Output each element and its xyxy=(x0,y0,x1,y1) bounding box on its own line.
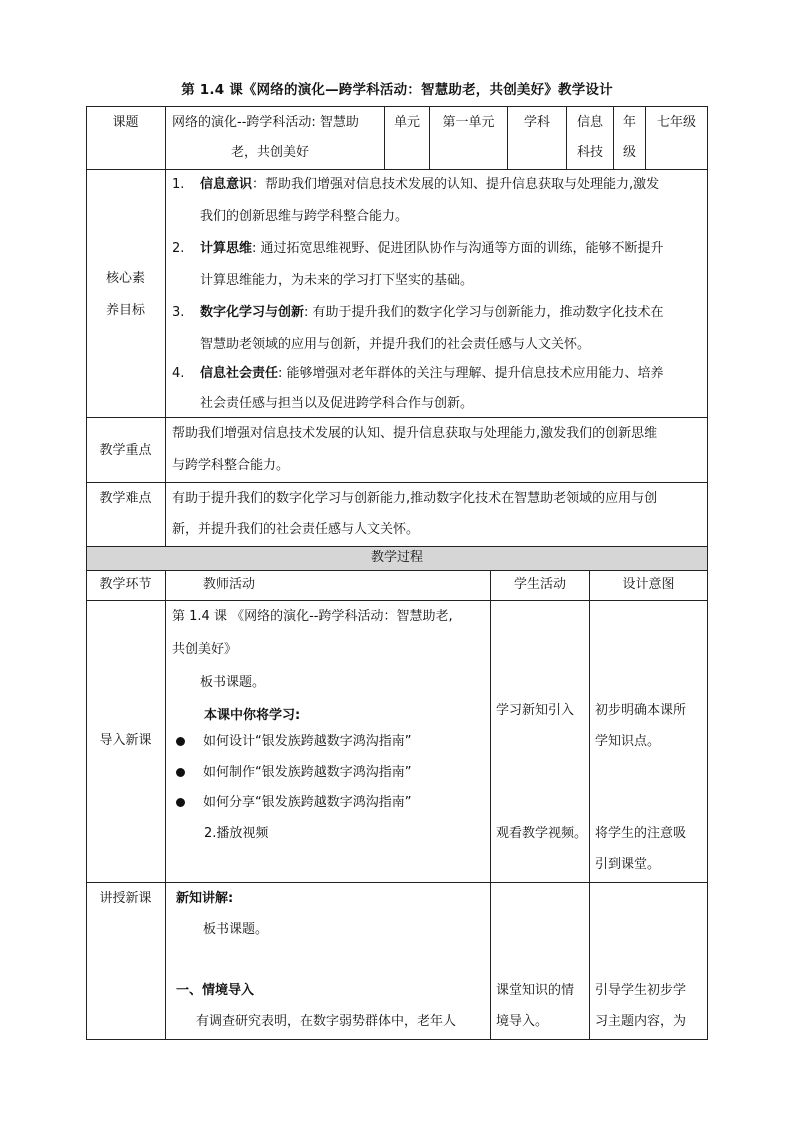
table-rule xyxy=(165,570,166,1040)
table-rule xyxy=(86,482,708,483)
difficulty-label: 教学难点 xyxy=(99,491,152,506)
new-teacher-line: 板书课题。 xyxy=(203,922,269,937)
table-rule xyxy=(86,882,708,883)
table-rule xyxy=(589,570,590,1040)
competency-item xyxy=(172,298,706,328)
new-intent-1: 引导学生初步学 xyxy=(595,983,687,998)
lesson-plan-table xyxy=(86,106,708,1040)
stage-new-lesson: 讲授新课 xyxy=(99,891,152,906)
competency-item xyxy=(172,170,706,200)
topic-value-line2: 老，共创美好 xyxy=(231,145,310,160)
subject-value-line1: 信息 xyxy=(576,115,603,130)
table-rule xyxy=(86,600,708,601)
bullet-icon xyxy=(176,737,185,746)
intro-bullet: 如何设计“银发族跨越数字鸿沟指南” xyxy=(203,734,412,749)
topic-label: 课题 xyxy=(112,115,139,130)
table-rule xyxy=(86,106,708,107)
table-rule xyxy=(490,570,491,1040)
table-rule xyxy=(165,169,166,547)
topic-value-line1: 网络的演化--跨学科活动: 智慧助 xyxy=(172,115,359,130)
intro-bullet: 如何制作“银发族跨越数字鸿沟指南” xyxy=(203,765,412,780)
intro-teacher-line: 第 1.4 课 《网络的演化--跨学科活动：智慧助老, xyxy=(172,609,453,624)
new-student-1: 课堂知识的情 xyxy=(496,983,575,998)
competency-label-line1: 核心素 xyxy=(105,271,145,286)
intro-bullet: 如何分享“银发族跨越数字鸿沟指南” xyxy=(203,795,412,810)
subject-value-line2: 科技 xyxy=(576,145,603,160)
competency-item xyxy=(172,234,706,264)
item-number: 2. xyxy=(172,241,185,256)
table-rule xyxy=(707,106,708,1040)
item-number: 4. xyxy=(172,366,185,381)
intro-teacher-line: 2.播放视频 xyxy=(204,826,269,841)
item-text: : 有助于提升我们的数字化学习与创新能力，推动数字化技术在 xyxy=(304,305,664,320)
grade-label-line1: 年 xyxy=(622,115,636,130)
unit-value: 第一单元 xyxy=(442,115,495,130)
item-number: 1. xyxy=(172,177,185,192)
competency-item-continued: 社会责任感与担当以及促进跨学科合作与创新。 xyxy=(200,396,474,411)
new-intent-1: 习主题内容，为 xyxy=(595,1014,687,1029)
intro-intent-2: 引到课堂。 xyxy=(595,857,661,872)
table-rule xyxy=(86,1039,708,1040)
competency-label-line2: 养目标 xyxy=(105,303,145,318)
grade-label-line2: 级 xyxy=(622,145,636,160)
new-teacher-line: 有调查研究表明，在数字弱势群体中，老年人 xyxy=(196,1014,457,1029)
stage-intro: 导入新课 xyxy=(99,733,152,748)
intro-student-1: 学习新知引入 xyxy=(496,703,575,718)
difficulty-line2: 新，并提升我们的社会责任感与人文关怀。 xyxy=(172,522,420,537)
new-teacher-line: 一、情境导入 xyxy=(176,983,255,998)
intro-intent-1: 初步明确本课所 xyxy=(595,703,687,718)
new-student-1: 境导入。 xyxy=(496,1014,549,1029)
item-title: 计算思维 xyxy=(200,241,253,256)
column-header-stage: 教学环节 xyxy=(99,577,152,592)
bullet-icon xyxy=(176,768,185,777)
competency-item-continued: 计算思维能力，为未来的学习打下坚实的基础。 xyxy=(200,273,474,288)
competency-item xyxy=(172,359,706,389)
item-title: 数字化学习与创新 xyxy=(200,305,305,320)
document-title: 第 1.4 课《网络的演化—跨学科活动：智慧助老，共创美好》教学设计 xyxy=(181,82,613,98)
item-text: : 能够增强对老年群体的关注与理解、提升信息技术应用能力、培养 xyxy=(278,366,664,381)
grade-value: 七年级 xyxy=(656,115,696,130)
intro-teacher-line: 本课中你将学习: xyxy=(204,708,301,723)
column-header-student: 学生活动 xyxy=(513,577,566,592)
intro-teacher-line: 共创美好》 xyxy=(172,642,238,657)
intro-intent-1: 学知识点。 xyxy=(595,734,661,749)
key-point-label: 教学重点 xyxy=(99,443,152,458)
new-teacher-line: 新知讲解: xyxy=(176,891,234,906)
item-title: 信息意识 xyxy=(200,177,253,192)
competency-item-continued: 我们的创新思维与跨学科整合能力。 xyxy=(200,209,409,224)
item-number: 3. xyxy=(172,305,185,320)
intro-teacher-line: 板书课题。 xyxy=(200,675,266,690)
intro-student-2: 观看教学视频。 xyxy=(496,826,588,841)
column-header-intent: 设计意图 xyxy=(622,577,675,592)
item-title: 信息社会责任 xyxy=(200,366,279,381)
column-header-teacher: 教师活动 xyxy=(203,577,256,592)
key-point-line1: 帮助我们增强对信息技术发展的认知、提升信息获取与处理能力,激发我们的创新思维 xyxy=(172,426,658,441)
item-text: : 通过拓宽思维视野、促进团队协作与沟通等方面的训练，能够不断提升 xyxy=(252,241,664,256)
unit-label: 单元 xyxy=(393,115,420,130)
bullet-icon xyxy=(176,798,185,807)
difficulty-line1: 有助于提升我们的数字化学习与创新能力,推动数字化技术在智慧助老领域的应用与创 xyxy=(172,491,658,506)
competency-item-continued: 智慧助老领域的应用与创新，并提升我们的社会责任感与人文关怀。 xyxy=(200,337,591,352)
key-point-line2: 与跨学科整合能力。 xyxy=(172,458,290,473)
subject-label: 学科 xyxy=(523,115,550,130)
process-header: 教学过程 xyxy=(370,550,423,565)
item-text: ：帮助我们增强对信息技术发展的认知、提升信息获取与处理能力,激发 xyxy=(252,177,660,192)
intro-intent-2: 将学生的注意吸 xyxy=(595,826,687,841)
table-rule xyxy=(165,106,166,170)
